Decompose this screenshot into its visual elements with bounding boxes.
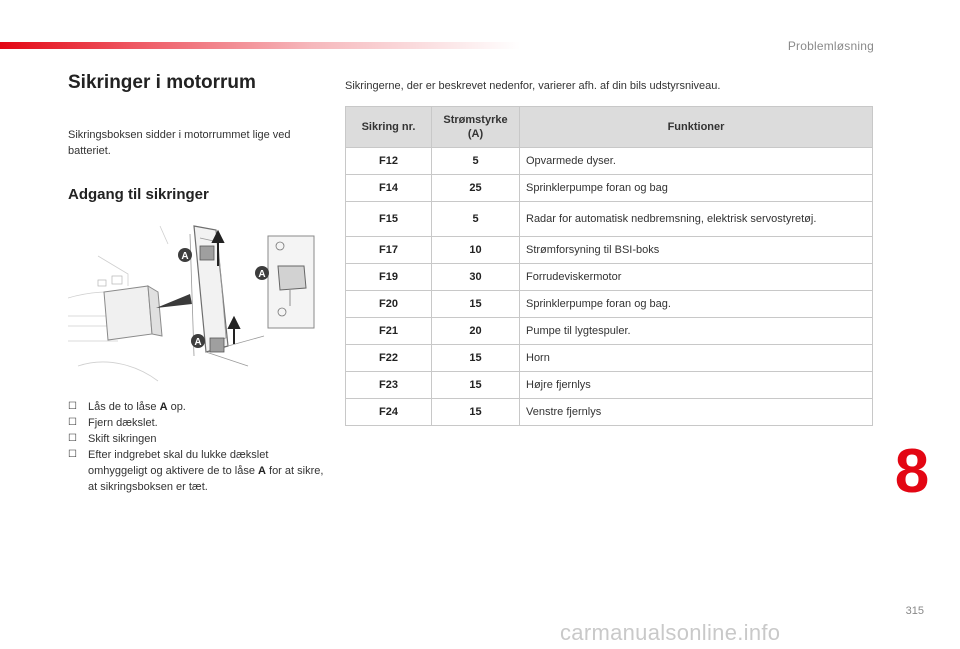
list-item: ☐ Skift sikringen [68,433,157,445]
list-item: ☐ Efter indgrebet skal du lukke dækslet omhyggeligt og aktivere de to låse A for at sikre, at sikringsboksen er tæt. [68,449,324,493]
table-row: F21 20 Pumpe til lygtespuler. [346,318,873,345]
steps-list [68,399,330,495]
callout-a-2 [191,334,205,348]
callout-a-1 [178,248,192,262]
table-row: F19 30 Forrudeviskermotor [346,264,873,291]
chapter-number: 8 [894,437,930,506]
svg-text:A: A [194,337,202,348]
table-row: F24 15 Venstre fjernlys [346,399,873,426]
header-functions: Funktioner [520,107,873,148]
intro-paragraph: Sikringsboksen sidder i motorrummet lige ved batteriet. [68,129,291,157]
table-row: F23 15 Højre fjernlys [346,372,873,399]
watermark-text: carmanualsonline.info [560,620,781,645]
page-number: 315 [905,605,924,617]
fuse-box-illustration [68,216,320,388]
table-row: F20 15 Sprinklerpumpe foran og bag. [346,291,873,318]
fuse-table [345,106,873,426]
callout-a-3 [255,266,269,280]
variation-note: Sikringerne, der er beskrevet nedenfor, varierer afh. af din bils udstyrsniveau. [345,80,721,92]
header-fuse-number: Sikring nr. [346,107,432,148]
header-accent-bar [0,42,520,49]
list-item: ☐ Fjern dækslet. [68,417,158,429]
table-row: F12 5 Opvarmede dyser. [346,148,873,175]
table-header-row [346,107,873,148]
table-row: F14 25 Sprinklerpumpe foran og bag [346,175,873,202]
svg-text:A: A [181,251,189,262]
table-row: F15 5 Radar for automatisk nedbremsning, elektrisk servostyretøj. [346,202,873,237]
page-title: Sikringer i motorrum [68,72,256,93]
bullet-icon: ☐ [68,433,77,444]
header-current: Strømstyrke (A) [432,107,520,148]
bullet-icon: ☐ [68,401,77,412]
bullet-icon: ☐ [68,417,77,428]
table-row: F17 10 Strømforsyning til BSI-boks [346,237,873,264]
bullet-icon: ☐ [68,449,77,460]
section-name: Problemløsning [787,39,874,53]
list-item: ☐ Lås de to låse A op. [68,401,186,413]
table-row: F22 15 Horn [346,345,873,372]
svg-text:A: A [258,269,266,280]
section-subtitle: Adgang til sikringer [68,186,209,203]
